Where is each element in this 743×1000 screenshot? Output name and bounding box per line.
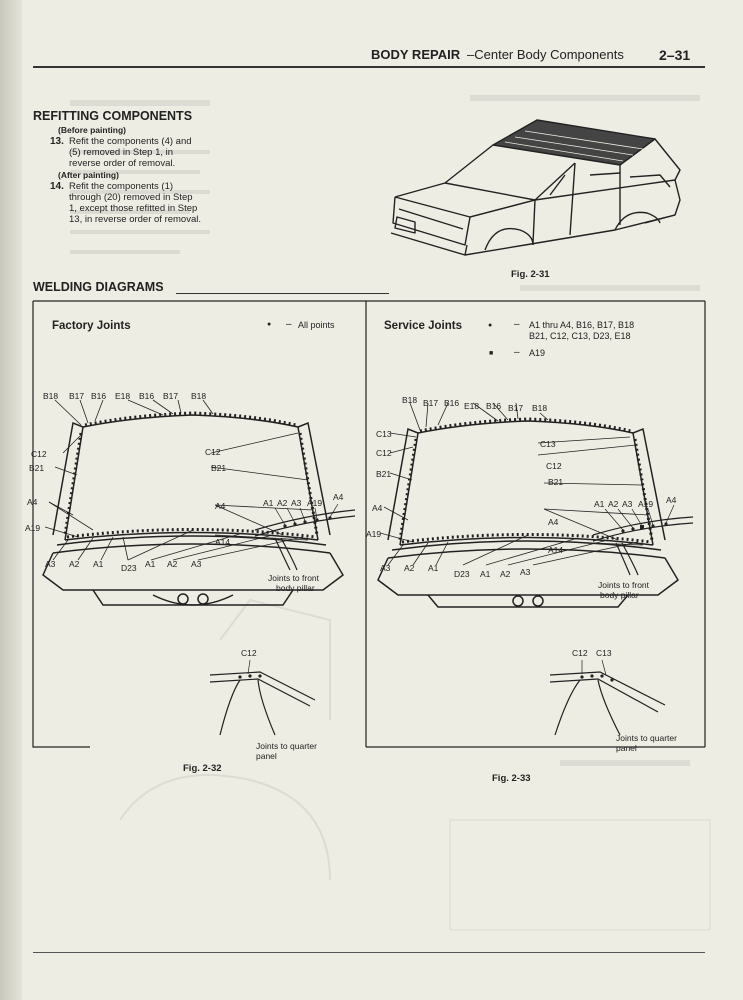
factory-quarter-inset xyxy=(200,640,320,735)
factory-label-b21-left: B21 xyxy=(29,463,45,473)
page-number: 2–31 xyxy=(659,47,691,63)
footer-rule xyxy=(33,952,705,953)
step14-line2: through (20) removed in Step xyxy=(69,192,193,203)
service-joints-title: Service Joints xyxy=(384,320,462,332)
service-label-a14: A14 xyxy=(548,545,564,555)
service-label-b18-left: B18 xyxy=(402,395,418,405)
factory-label-a2-left: A2 xyxy=(69,559,80,569)
factory-label-a14: A14 xyxy=(215,537,231,547)
factory-label-b16-left: B16 xyxy=(91,391,107,401)
header-title: BODY REPAIR xyxy=(371,47,461,62)
service-pillar-caption-2: body pillar xyxy=(600,590,639,600)
service-legend2-dash: – xyxy=(514,347,520,358)
factory-label-c12-left: C12 xyxy=(31,449,47,459)
step13-line2: (5) removed in Step 1, in xyxy=(69,147,174,158)
factory-pillar-caption-2: body pillar xyxy=(276,583,315,593)
factory-label-a4-left: A4 xyxy=(27,497,38,507)
factory-joints-title: Factory Joints xyxy=(52,320,131,332)
service-legend1-symbol: ● xyxy=(488,322,493,329)
factory-label-a19: A19 xyxy=(25,523,41,533)
service-label-c13-right: C13 xyxy=(540,439,556,449)
service-label-b17-right: B17 xyxy=(508,403,524,413)
service-quarter-c13: C13 xyxy=(596,648,612,658)
factory-label-e18: E18 xyxy=(115,391,131,401)
step14-line1: Refit the components (1) xyxy=(69,181,174,192)
service-pillar-a2: A2 xyxy=(608,499,619,509)
factory-legend-dash: – xyxy=(286,319,292,330)
service-label-a4-left: A4 xyxy=(372,503,383,513)
before-painting-note: (Before painting) xyxy=(58,125,126,135)
welding-heading: WELDING DIAGRAMS xyxy=(33,280,164,294)
factory-label-b18-right: B18 xyxy=(191,391,207,401)
service-quarter-inset xyxy=(540,640,670,735)
service-pillar-a3: A3 xyxy=(622,499,633,509)
fig31-caption: Fig. 2-31 xyxy=(511,269,550,280)
service-quarter-c12: C12 xyxy=(572,648,588,658)
factory-label-a3-right: A3 xyxy=(191,559,202,569)
service-label-c12-right: C12 xyxy=(546,461,562,471)
step13-number: 13. xyxy=(50,136,64,147)
factory-legend-symbol: ● xyxy=(267,321,272,328)
factory-pillar-a1: A1 xyxy=(263,498,274,508)
factory-label-c12-right: C12 xyxy=(205,447,221,457)
step14-line4: 13, in reverse order of removal. xyxy=(69,214,202,225)
service-label-a19: A19 xyxy=(366,529,382,539)
service-label-b16-left: B16 xyxy=(444,398,460,408)
service-label-a3-left: A3 xyxy=(380,563,391,573)
service-label-b21-right: B21 xyxy=(548,477,564,487)
fig33-caption: Fig. 2-33 xyxy=(492,773,531,784)
service-label-b21-left: B21 xyxy=(376,469,392,479)
service-label-a1-right: A1 xyxy=(480,569,491,579)
service-quarter-caption-1: Joints to quarter xyxy=(616,733,677,743)
header-subtitle: –Center Body Components xyxy=(467,47,624,62)
factory-pillar-a19: A19 xyxy=(307,498,323,508)
step14-number: 14. xyxy=(50,181,64,192)
refitting-heading: REFITTING COMPONENTS xyxy=(33,109,193,123)
factory-pillar-caption-1: Joints to front xyxy=(268,573,320,583)
service-legend1-line2: B21, C12, C13, D23, E18 xyxy=(529,331,631,341)
service-label-b17-left: B17 xyxy=(423,398,439,408)
service-label-a4-right: A4 xyxy=(548,517,559,527)
factory-label-a4-right: A4 xyxy=(215,501,226,511)
factory-label-b18-left: B18 xyxy=(43,391,59,401)
service-pillar-a1: A1 xyxy=(594,499,605,509)
factory-quarter-c12: C12 xyxy=(241,648,257,658)
factory-label-a3-left: A3 xyxy=(45,559,56,569)
service-pillar-a19: A19 xyxy=(638,499,654,509)
service-label-a2-right: A2 xyxy=(500,569,511,579)
service-label-a1-left: A1 xyxy=(428,563,439,573)
service-label-b18-right: B18 xyxy=(532,403,548,413)
service-label-d23: D23 xyxy=(454,569,470,579)
factory-label-b17-right: B17 xyxy=(163,391,179,401)
factory-quarter-caption-1: Joints to quarter xyxy=(256,741,317,751)
factory-label-b21-right: B21 xyxy=(211,463,227,473)
factory-pillar-a2: A2 xyxy=(277,498,288,508)
factory-quarter-caption-2: panel xyxy=(256,751,277,761)
service-label-a3-right: A3 xyxy=(520,567,531,577)
service-label-b16-right: B16 xyxy=(486,401,502,411)
factory-pillar-a4: A4 xyxy=(333,492,344,502)
factory-pillar-inset xyxy=(245,490,365,570)
service-label-e18: E18 xyxy=(464,401,480,411)
step13-line3: reverse order of removal. xyxy=(69,158,176,169)
step14-line3: 1, except those refitted in Step xyxy=(69,203,198,214)
service-label-c12-left: C12 xyxy=(376,448,392,458)
factory-label-b17-left: B17 xyxy=(69,391,85,401)
factory-label-a1-right: A1 xyxy=(145,559,156,569)
service-quarter-caption-2: panel xyxy=(616,743,637,753)
factory-label-b16-right: B16 xyxy=(139,391,155,401)
service-legend2-symbol: ■ xyxy=(489,350,494,357)
factory-label-a2-right: A2 xyxy=(167,559,178,569)
service-label-a2-left: A2 xyxy=(404,563,415,573)
service-label-c13-left: C13 xyxy=(376,429,392,439)
after-painting-note: (After painting) xyxy=(58,170,119,180)
service-pillar-inset xyxy=(588,495,698,575)
factory-pillar-a3: A3 xyxy=(291,498,302,508)
service-legend1-line1: A1 thru A4, B16, B17, B18 xyxy=(529,320,635,330)
service-legend2-text: A19 xyxy=(529,348,546,358)
factory-label-a1-left: A1 xyxy=(93,559,104,569)
service-pillar-a4: A4 xyxy=(666,495,677,505)
factory-label-d23: D23 xyxy=(121,563,137,573)
fig32-caption: Fig. 2-32 xyxy=(183,763,222,774)
service-pillar-caption-1: Joints to front xyxy=(598,580,650,590)
service-legend1-dash: – xyxy=(514,319,520,330)
factory-legend-text: All points xyxy=(298,320,335,330)
step13-line1: Refit the components (4) and xyxy=(69,136,192,147)
